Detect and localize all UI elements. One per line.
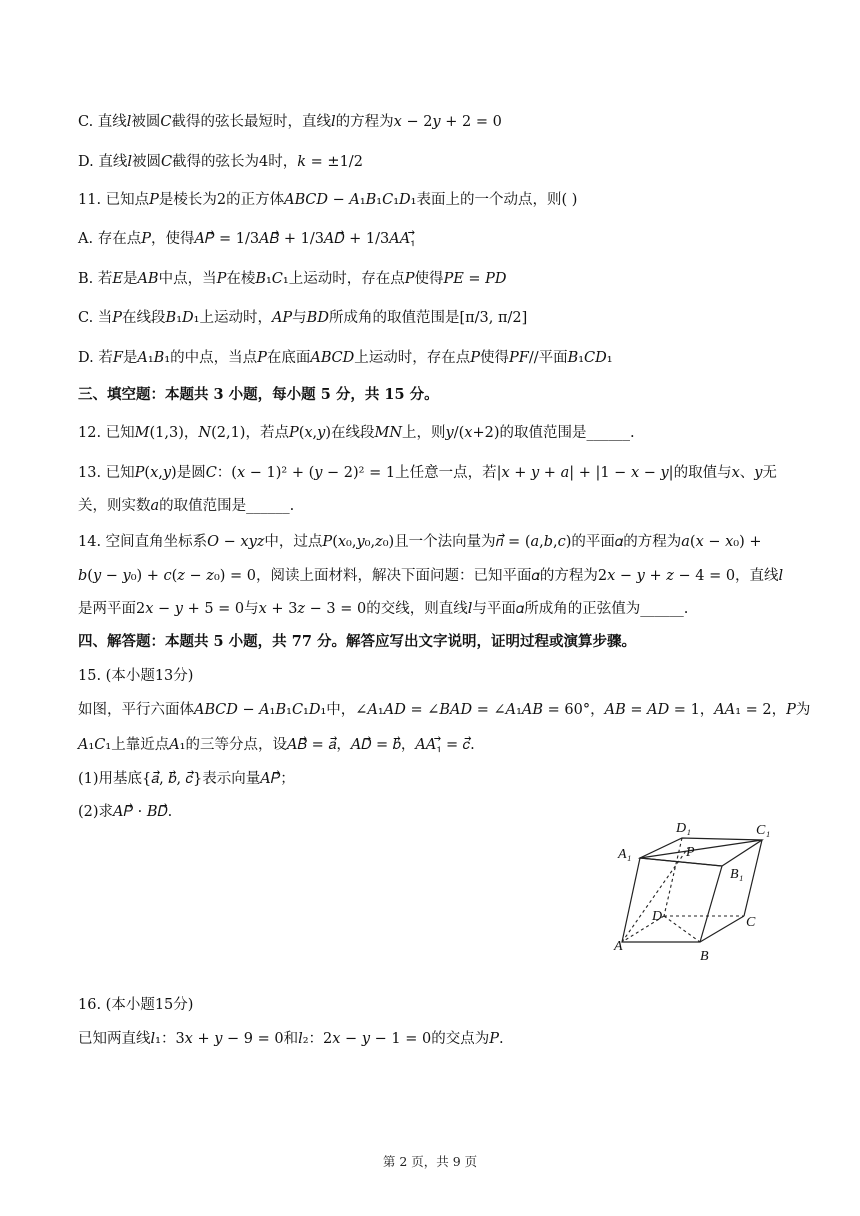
- question-14-line-1: 14. 空间直角坐标系𝑂 − 𝑥𝑦𝑧中，过点𝑃(𝑥₀,𝑦₀,𝑧₀)且一个法向量为𝑛⃗ = (𝑎,𝑏,𝑐)的平面𝛼的方程为𝑎(𝑥 − 𝑥₀) +: [78, 534, 762, 550]
- question-13-line-2: 关，则实数𝑎的取值范围是______.: [78, 498, 295, 514]
- q11-option-c: C. 当𝑃在线段𝐵₁𝐷₁上运动时，𝐴𝑃与𝐵𝐷所成角的取值范围是[π/3, π/2]: [78, 310, 528, 326]
- question-11: 11. 已知点𝑃是棱长为2的正方体𝐴𝐵𝐶𝐷 − 𝐴₁𝐵₁𝐶₁𝐷₁表面上的一个动点，则( ): [78, 192, 578, 208]
- q11-option-a: A. 存在点𝑃，使得𝐴𝑃⃗ = 1/3𝐴𝐵⃗ + 1/3𝐴𝐷⃗ + 1/3𝐴𝐴₁⃗: [78, 231, 416, 247]
- label-p: P: [686, 845, 695, 860]
- q11-option-d: D. 若𝐹是𝐴₁𝐵₁的中点，当点𝑃在底面𝐴𝐵𝐶𝐷上运动时，存在点𝑃使得𝑃𝐹//平面𝐵₁𝐶𝐷₁: [78, 350, 613, 366]
- question-15-line-2: 𝐴₁𝐶₁上靠近点𝐴₁的三等分点，设𝐴𝐵⃗ = 𝑎⃗，𝐴𝐷⃗ = 𝑏⃗，𝐴𝐴₁⃗ = 𝑐⃗.: [78, 737, 475, 753]
- question-15-title: 15. (本小题13分): [78, 668, 194, 684]
- question-13-line-1: 13. 已知𝑃(𝑥,𝑦)是圆𝐶：(𝑥 − 1)² + (𝑦 − 2)² = 1上任意一点，若|𝑥 + 𝑦 + 𝑎| + |1 − 𝑥 − 𝑦|的取值与𝑥、𝑦无: [78, 465, 777, 481]
- question-15-part-2: (2)求𝐴𝑃⃗ · 𝐵𝐷⃗.: [78, 804, 173, 820]
- label-d: D: [652, 909, 663, 924]
- question-12: 12. 已知𝑀(1,3)，𝑁(2,1)，若点𝑃(𝑥,𝑦)在线段𝑀𝑁上，则𝑦/(𝑥+2)的取值范围是______.: [78, 425, 635, 441]
- question-16-title: 16. (本小题15分): [78, 997, 194, 1013]
- label-c: C: [746, 915, 756, 930]
- question-14-line-3: 是两平面2𝑥 − 𝑦 + 5 = 0与𝑥 + 3𝑧 − 3 = 0的交线，则直线𝑙与平面𝛼所成角的正弦值为______.: [78, 601, 689, 617]
- label-a: A: [614, 939, 623, 954]
- label-b: B: [700, 949, 709, 964]
- page-footer: 第 2 页，共 9 页: [382, 1154, 478, 1169]
- line-d-option: D. 直线𝑙被圆𝐶截得的弦长为4时，𝑘 = ±1/2: [78, 154, 363, 170]
- label-b1: B₁: [730, 867, 744, 882]
- label-c1: C₁: [756, 823, 771, 838]
- question-16-line-1: 已知两直线𝑙₁：3𝑥 + 𝑦 − 9 = 0和𝑙₂：2𝑥 − 𝑦 − 1 = 0的交点为𝑃.: [78, 1031, 504, 1047]
- question-14-line-2: 𝑏(𝑦 − 𝑦₀) + 𝑐(𝑧 − 𝑧₀) = 0，阅读上面材料，解决下面问题：已知平面𝛼的方程为2𝑥 − 𝑦 + 𝑧 − 4 = 0，直线𝑙: [78, 568, 784, 584]
- section-4-heading: 四、解答题：本题共 5 小题，共 77 分。解答应写出文字说明，证明过程或演算步骤。: [78, 633, 636, 650]
- parallelepiped-figure: [612, 818, 792, 968]
- label-a1: A₁: [618, 847, 632, 862]
- q11-option-b: B. 若𝐸是𝐴𝐵中点，当𝑃在棱𝐵₁𝐶₁上运动时，存在点𝑃使得𝑃𝐸 = 𝑃𝐷: [78, 271, 507, 287]
- line-c-option: C. 直线𝑙被圆𝐶截得的弦长最短时，直线𝑙的方程为𝑥 − 2𝑦 + 2 = 0: [78, 114, 502, 130]
- section-3-heading: 三、填空题：本题共 3 小题，每小题 5 分，共 15 分。: [78, 386, 439, 403]
- label-d1: D₁: [676, 821, 691, 836]
- question-15-part-1: (1)用基底{𝑎⃗, 𝑏⃗, 𝑐⃗}表示向量𝐴𝑃⃗；: [78, 771, 295, 787]
- question-15-line-1: 如图，平行六面体𝐴𝐵𝐶𝐷 − 𝐴₁𝐵₁𝐶₁𝐷₁中，∠𝐴₁𝐴𝐷 = ∠𝐵𝐴𝐷 = ∠𝐴₁𝐴𝐵 = 60°，𝐴𝐵 = 𝐴𝐷 = 1，𝐴𝐴₁ = 2，𝑃为: [78, 702, 811, 718]
